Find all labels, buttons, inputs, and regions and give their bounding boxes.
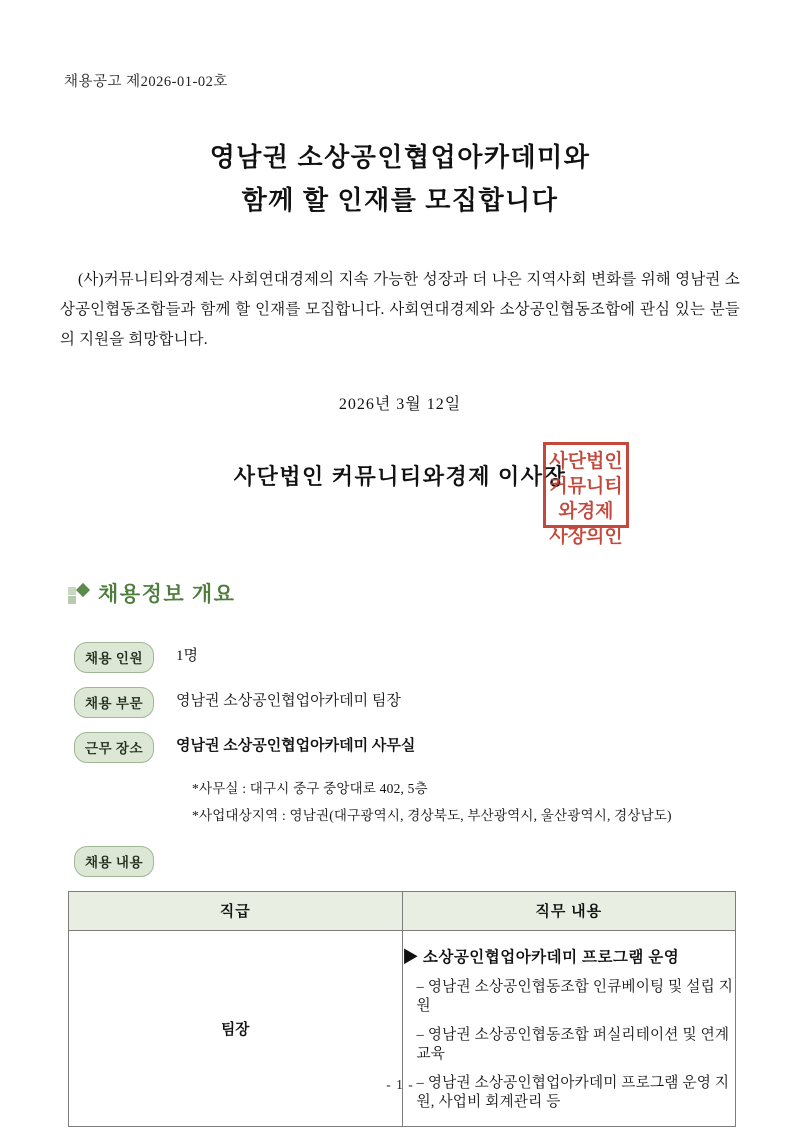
table-row xyxy=(69,930,736,1126)
seal-line-4: 사장의인 xyxy=(549,526,623,548)
info-tag-location: 근무 장소 xyxy=(74,732,154,763)
recruitment-info-list xyxy=(74,642,740,824)
info-row-location xyxy=(74,732,740,763)
info-tag-department: 채용 부문 xyxy=(74,687,154,718)
info-row-department xyxy=(74,687,740,718)
title-line-2: 함께 할 인재를 모집합니다 xyxy=(241,185,559,215)
intro-text: (사)커뮤니티와경제는 사회연대경제의 지속 가능한 성장과 더 나은 지역사회 변화를 위해 영남권 소상공인협동조합들과 함께 할 인재를 모집합니다. 사회연대경제와 소상공인협동조합에 관심 있는 분들의 지원을 희망합니다. xyxy=(60,270,740,348)
info-tag-job-content: 채용 내용 xyxy=(74,846,154,877)
info-value-location: 영남권 소상공인협업아카데미 사무실 xyxy=(176,737,416,754)
document-number: 채용공고 제2026-01-02호 xyxy=(64,74,228,90)
page-number: - 1 - xyxy=(386,1077,414,1092)
section-bullet-icon xyxy=(68,583,88,603)
note-target-region: *사업대상지역 : 영남권(대구광역시, 경상북도, 부산광역시, 울산광역시, 경상남도) xyxy=(192,807,672,823)
info-tag-headcount: 채용 인원 xyxy=(74,642,154,673)
column-header-rank: 직급 xyxy=(69,891,403,930)
info-value-headcount: 1명 xyxy=(176,647,198,664)
duty-heading: ▶ 소상공인협업아카데미 프로그램 운영 xyxy=(402,948,680,966)
title-line-1: 영남권 소상공인협업아카데미와 xyxy=(209,143,591,172)
seal-line-1: 사단법인 xyxy=(549,450,623,472)
column-header-duty: 직무 내용 xyxy=(402,891,736,930)
signature-text: 사단법인 커뮤니티와경제 이사장 xyxy=(233,463,567,489)
section-title: 채용정보 개요 xyxy=(98,581,236,606)
seal-line-3: 와경제 xyxy=(558,501,614,523)
issue-date: 2026년 3월 12일 xyxy=(338,395,462,413)
section-heading xyxy=(68,578,740,608)
table-header-row xyxy=(69,891,736,930)
duty-item-3: – 영남권 소상공인협업아카데미 프로그램 운영 지원, 사업비 회계관리 등 xyxy=(416,1074,730,1110)
duty-item-1: – 영남권 소상공인협동조합 인큐베이팅 및 설립 지원 xyxy=(416,978,734,1014)
intro-paragraph xyxy=(60,265,740,355)
cell-rank: 팀장 xyxy=(69,930,403,1126)
info-value-department: 영남권 소상공인협업아카데미 팀장 xyxy=(176,692,401,709)
signature-row xyxy=(60,438,740,548)
cell-duty xyxy=(402,930,736,1126)
duty-item-2: – 영남권 소상공인협동조합 퍼실리테이션 및 연계교육 xyxy=(416,1026,730,1062)
official-seal-icon xyxy=(543,442,629,548)
info-row-headcount xyxy=(74,642,740,673)
note-office-address: *사무실 : 대구시 중구 중앙대로 402, 5층 xyxy=(192,780,428,796)
document-title xyxy=(60,137,740,223)
seal-line-2: 커뮤니티 xyxy=(549,475,623,497)
